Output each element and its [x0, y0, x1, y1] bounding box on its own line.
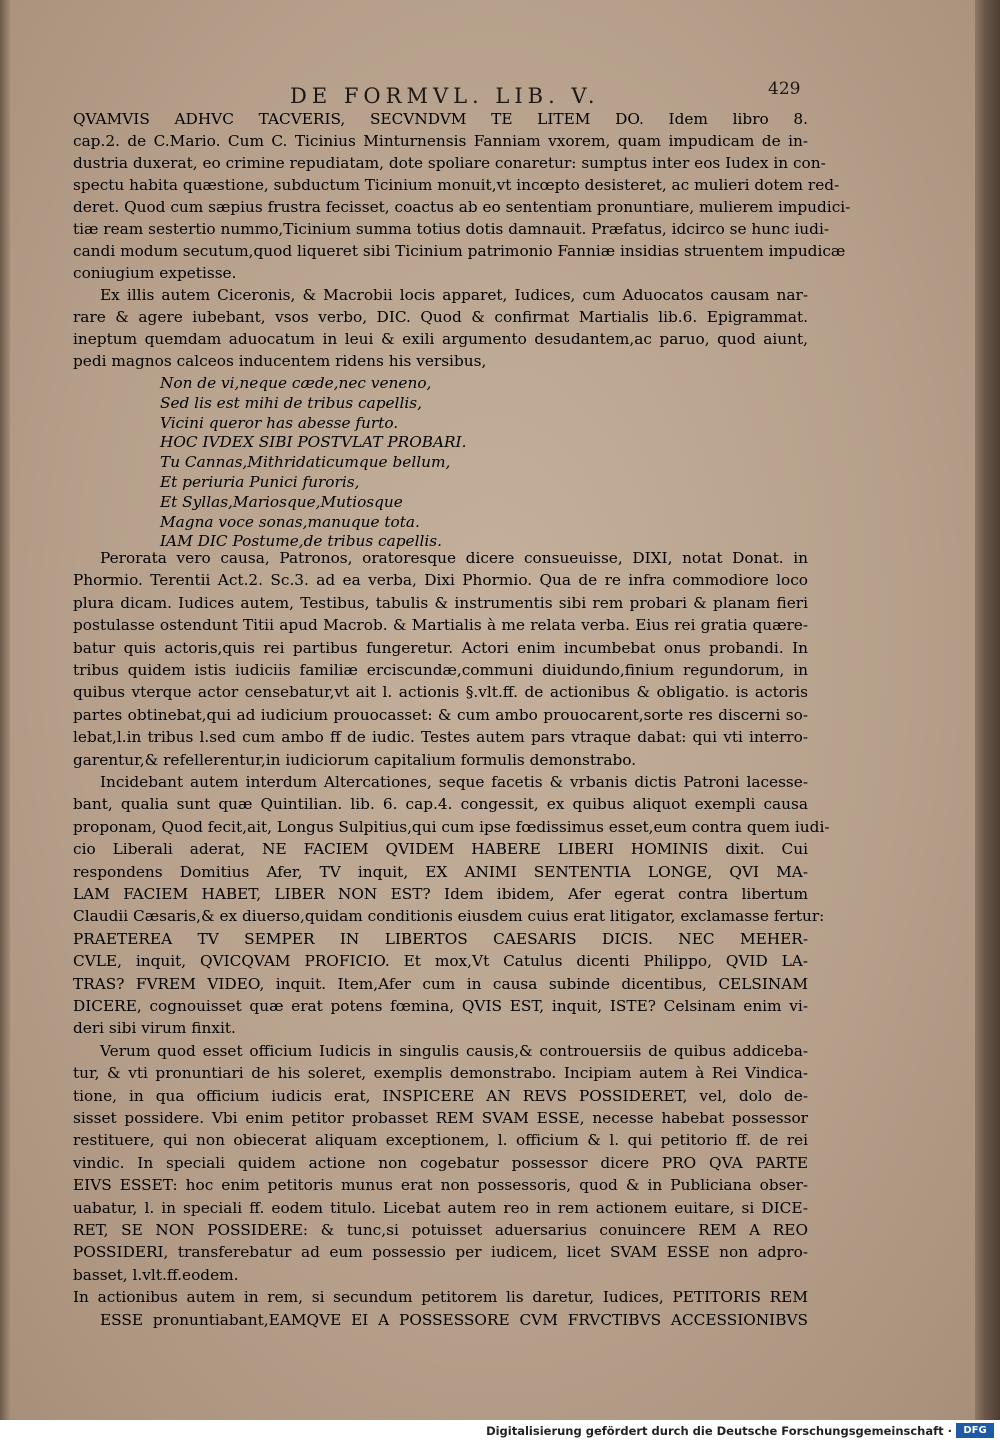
- text-line: batur quis actoris,quis rei partibus fungeretur. Actori enim incumbebat onus probandi. In: [73, 638, 808, 657]
- text-line: EIVS ESSET: hoc enim petitoris munus erat non possessoris, quod & in Publiciana obser-: [73, 1176, 808, 1195]
- text-line: tiæ ream sestertio nummo,Ticinium summa totius dotis damnauit. Præfatus, idcirco se hunc iudi-: [73, 220, 830, 238]
- text-line: Claudii Cæsaris,& ex diuerso,quidam conditionis eiusdem cuius erat litigator, exclamasse fertur:: [73, 907, 825, 926]
- text-line: tribus quidem istis iudiciis familiæ erciscundæ,communi diuidundo,finium regundorum, in: [73, 661, 808, 679]
- text-line: QVAMVIS ADHVC TACVERIS, SECVNDVM TE LITEM DO. Idem libro 8.: [73, 110, 808, 128]
- verse-line: HOC IVDEX SIBI POSTVLAT PROBARI.: [160, 433, 467, 452]
- footer-credit: Digitalisierung gefördert durch die Deutsche Forschungsgemeinschaft ·: [486, 1424, 952, 1438]
- verse-line: Non de vi,neque cæde,nec veneno,: [160, 374, 432, 392]
- footer: [0, 1420, 1000, 1442]
- text-line: tione, in qua officium iudicis erat, INSPICERE AN REVS POSSIDERET, vel, dolo de-: [73, 1086, 808, 1105]
- page-right-edge: [975, 0, 1000, 1420]
- text-line: dustria duxerat, eo crimine repudiatam, dote spoliare conaretur: sumptus inter eos Iudex in con-: [73, 154, 826, 172]
- text-line: ineptum quemdam aduocatum in leui & exili argumento desudantem,ac paruo, quod aiunt,: [73, 330, 808, 348]
- text-line: quibus vterque actor censebatur,vt ait l. actionis §.vlt.ff. de actionibus & obligatio. is actoris: [73, 683, 808, 702]
- text-line: tur, & vti pronuntiari de his soleret, exemplis demonstrabo. Incipiam autem à Rei Vindica-: [73, 1064, 808, 1083]
- text-line: RET, SE NON POSSIDERE: & tunc,si potuisset aduersarius conuincere REM A REO: [73, 1221, 808, 1239]
- text-line: garentur,& refellerentur,in iudiciorum capitalium formulis demonstrabo.: [73, 750, 637, 769]
- verse-line: Et Syllas,Mariosque,Mutiosque: [160, 492, 403, 511]
- text-line: restituere, qui non obiecerat aliquam exceptionem, l. officium & l. qui petitorio ff. de rei: [73, 1131, 808, 1150]
- text-line: spectu habita quæstione, subductum Ticinium monuit,vt incœpto desisteret, ac mulieri dotem red-: [73, 176, 840, 194]
- verse-line: Magna voce sonas,manuque tota.: [160, 512, 420, 531]
- text-line: cio Liberali aderat, NE FACIEM QVIDEM HABERE LIBERI HOMINIS dixit. Cui: [73, 840, 808, 859]
- text-line: partes obtinebat,qui ad iudicium prouocasset: & cum ambo prouocarent,sorte res discerni so-: [73, 705, 808, 724]
- text-line: basset, l.vlt.ff.eodem.: [73, 1265, 239, 1284]
- text-line: rare & agere iubebant, vsos verbo, DIC. Quod & confirmat Martialis lib.6. Epigrammat.: [73, 308, 808, 326]
- text-line: postulasse ostendunt Titii apud Macrob. & Martialis à me relata verba. Eius rei gratia quære-: [73, 616, 808, 635]
- text-line: TRAS? FVREM VIDEO, inquit. Item,Afer cum in causa subinde dicentibus, CELSINAM: [73, 974, 808, 993]
- text-line: Incidebant autem interdum Altercationes, seque facetis & vrbanis dictis Patroni lacesse-: [100, 773, 808, 791]
- text-line: Ex illis autem Ciceronis, & Macrobii locis apparet, Iudices, cum Aduocatos causam nar-: [100, 286, 808, 304]
- text-line: LAM FACIEM HABET, LIBER NON EST? Idem ibidem, Afer egerat contra libertum: [73, 885, 808, 903]
- text-line: Verum quod esset officium Iudicis in singulis causis,& controuersiis de quibus addiceba-: [100, 1041, 808, 1060]
- text-line: DICERE, cognouisset quæ erat potens fœmina, QVIS EST, inquit, ISTE? Celsinam enim vi-: [73, 997, 808, 1015]
- text-line: In actionibus autem in rem, si secundum petitorem lis daretur, Iudices, PETITORIS REM: [73, 1288, 808, 1307]
- text-line: CVLE, inquit, QVICQVAM PROFICIO. Et mox,Vt Catulus dicenti Philippo, QVID LA-: [73, 952, 808, 971]
- text-line: deri sibi virum finxit.: [73, 1019, 236, 1038]
- text-line: sisset possidere. Vbi enim petitor probasset REM SVAM ESSE, necesse habebat possessor: [73, 1109, 808, 1127]
- page-left-edge: [0, 0, 10, 1420]
- text-line: pedi magnos calceos inducentem ridens his versibus,: [73, 352, 487, 370]
- dfg-logo: DFG: [956, 1423, 994, 1438]
- text-line: Perorata vero causa, Patronos, oratoresque dicere consueuisse, DIXI, notat Donat. in: [100, 549, 808, 567]
- text-line: respondens Domitius Afer, TV inquit, EX ANIMI SENTENTIA LONGE, QVI MA-: [73, 862, 808, 881]
- text-line: deret. Quod cum sæpius frustra fecisset, coactus ab eo sententiam pronuntiare, mulierem impudici-: [73, 198, 851, 216]
- text-line: cap.2. de C.Mario. Cum C. Ticinius Minturnensis Fanniam vxorem, quam impudicam de in-: [73, 132, 808, 150]
- text-line: Phormio. Terentii Act.2. Sc.3. ad ea verba, Dixi Phormio. Qua de re infra commodiore loco: [73, 571, 808, 590]
- verse-line: IAM DIC Postume,de tribus capellis.: [160, 532, 442, 551]
- verse-line: Vicini queror has abesse furto.: [160, 413, 399, 432]
- verse-line: Tu Cannas,Mithridaticumque bellum,: [160, 453, 451, 472]
- text-line: coniugium expetisse.: [73, 264, 237, 282]
- text-line: lebat,l.in tribus l.sed cum ambo ff de iudic. Testes autem pars vtraque dabat: qui vti interro-: [73, 728, 808, 747]
- text-line: proponam, Quod fecit,ait, Longus Sulpitius,qui cum ipse fœdissimus esset,eum contra quem iudi-: [73, 817, 830, 836]
- page-number: 429: [768, 79, 801, 99]
- text-line: bant, qualia sunt quæ Quintilian. lib. 6. cap.4. congessit, ex quibus aliquot exempli causa: [73, 795, 808, 814]
- text-line: vindic. In speciali quidem actione non cogebatur possessor dicere PRO QVA PARTE: [73, 1153, 808, 1172]
- text-line: plura dicam. Iudices autem, Testibus, tabulis & instrumentis sibi rem probari & planam fieri: [73, 593, 808, 612]
- text-line: uabatur, l. in speciali ff. eodem titulo. Licebat autem reo in rem actionem euitare, si DICE-: [73, 1198, 808, 1217]
- text-line: POSSIDERI, transferebatur ad eum possessio per iudicem, licet SVAM ESSE non adpro-: [73, 1243, 808, 1262]
- running-head: DE FORMVL. LIB. V.: [290, 84, 600, 108]
- text-line: candi modum secutum,quod liqueret sibi Ticinium patrimonio Fanniæ insidias struentem impudicæ: [73, 242, 846, 260]
- verse-line: Et periuria Punici furoris,: [160, 473, 360, 491]
- text-line: ESSE pronuntiabant,EAMQVE EI A POSSESSORE CVM FRVCTIBVS ACCESSIONIBVS: [100, 1310, 808, 1329]
- text-line: PRAETEREA TV SEMPER IN LIBERTOS CAESARIS DICIS. NEC MEHER-: [73, 929, 808, 948]
- verse-line: Sed lis est mihi de tribus capellis,: [160, 393, 422, 412]
